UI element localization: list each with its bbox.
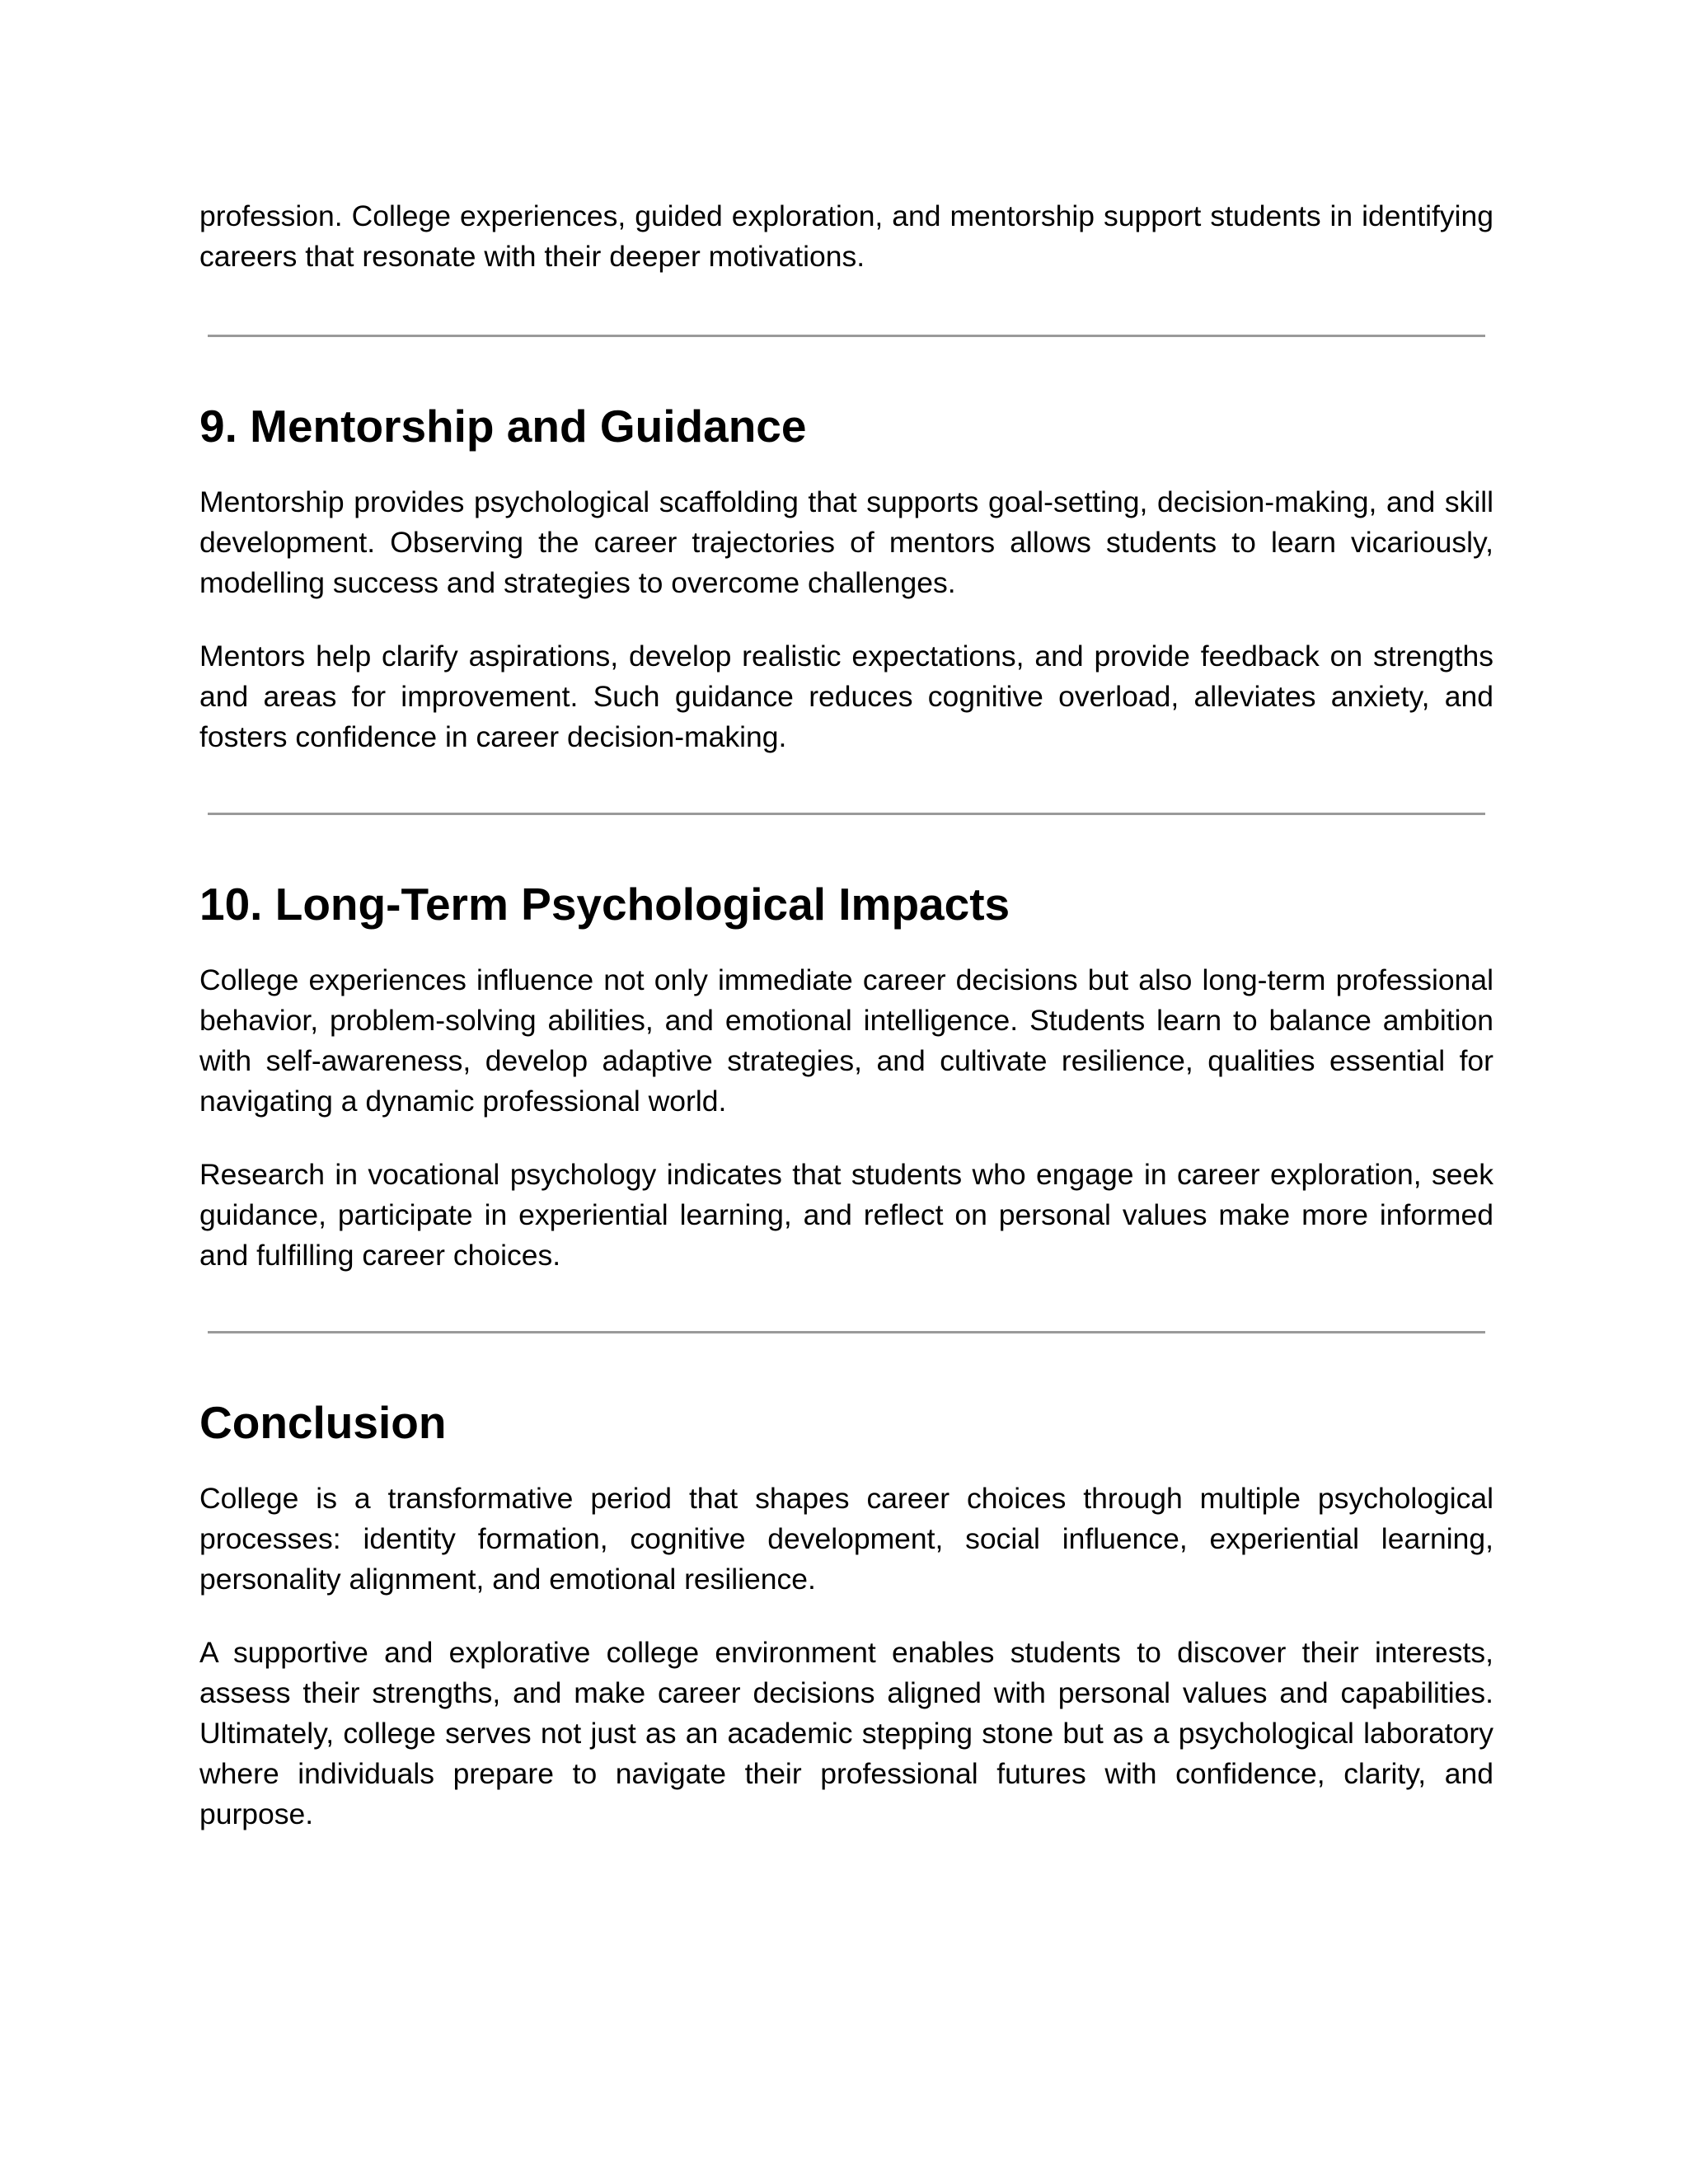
section-divider [208, 335, 1485, 337]
section-divider [208, 813, 1485, 815]
intro-paragraph: profession. College experiences, guided exploration, and mentorship support students in identifying careers that resonate with their deeper motivations. [199, 199, 1493, 273]
section-divider [208, 1331, 1485, 1333]
document-page [199, 196, 1493, 1835]
mentorship-paragraph-1: Mentorship provides psychological scaffolding that supports goal-setting, decision-making, and skill development. Observing the career trajectories of mentors allows students to learn vicariously, modelling success and strategies to overcome challenges. [199, 485, 1493, 599]
long-term-paragraph-2: Research in vocational psychology indicates that students who engage in career exploration, seek guidance, participate in experiential learning, and reflect on personal values make more informed and fulfilling career choices. [199, 1158, 1493, 1272]
long-term-paragraph-1: College experiences influence not only immediate career decisions but also long-term professional behavior, problem-solving abilities, and emotional intelligence. Students learn to balance ambition with self-awareness, develop adaptive strategies, and cultivate resilience, qualities essential for navigating a dynamic professional world. [199, 963, 1493, 1118]
conclusion-paragraph-2: A supportive and explorative college environment enables students to discover their interests, assess their strengths, and make career decisions aligned with personal values and capabilities. Ultimately, college serves not just as an academic stepping stone but as a psychological laboratory where individuals prepare to navigate their professional futures with confidence, clarity, and purpose. [199, 1636, 1493, 1830]
section-heading-conclusion: Conclusion [199, 1397, 447, 1448]
conclusion-paragraph-1: College is a transformative period that shapes career choices through multiple psychological processes: identity formation, cognitive development, social influence, experiential learning, personality alignment, and emotional resilience. [199, 1482, 1493, 1596]
section-heading-mentorship: 9. Mentorship and Guidance [199, 401, 807, 452]
section-heading-long-term-impacts: 10. Long-Term Psychological Impacts [199, 879, 1010, 930]
mentorship-paragraph-2: Mentors help clarify aspirations, develop realistic expectations, and provide feedback on strengths and areas for improvement. Such guidance reduces cognitive overload, alleviates anxiety, and fosters confidence in career decision-making. [199, 640, 1493, 753]
